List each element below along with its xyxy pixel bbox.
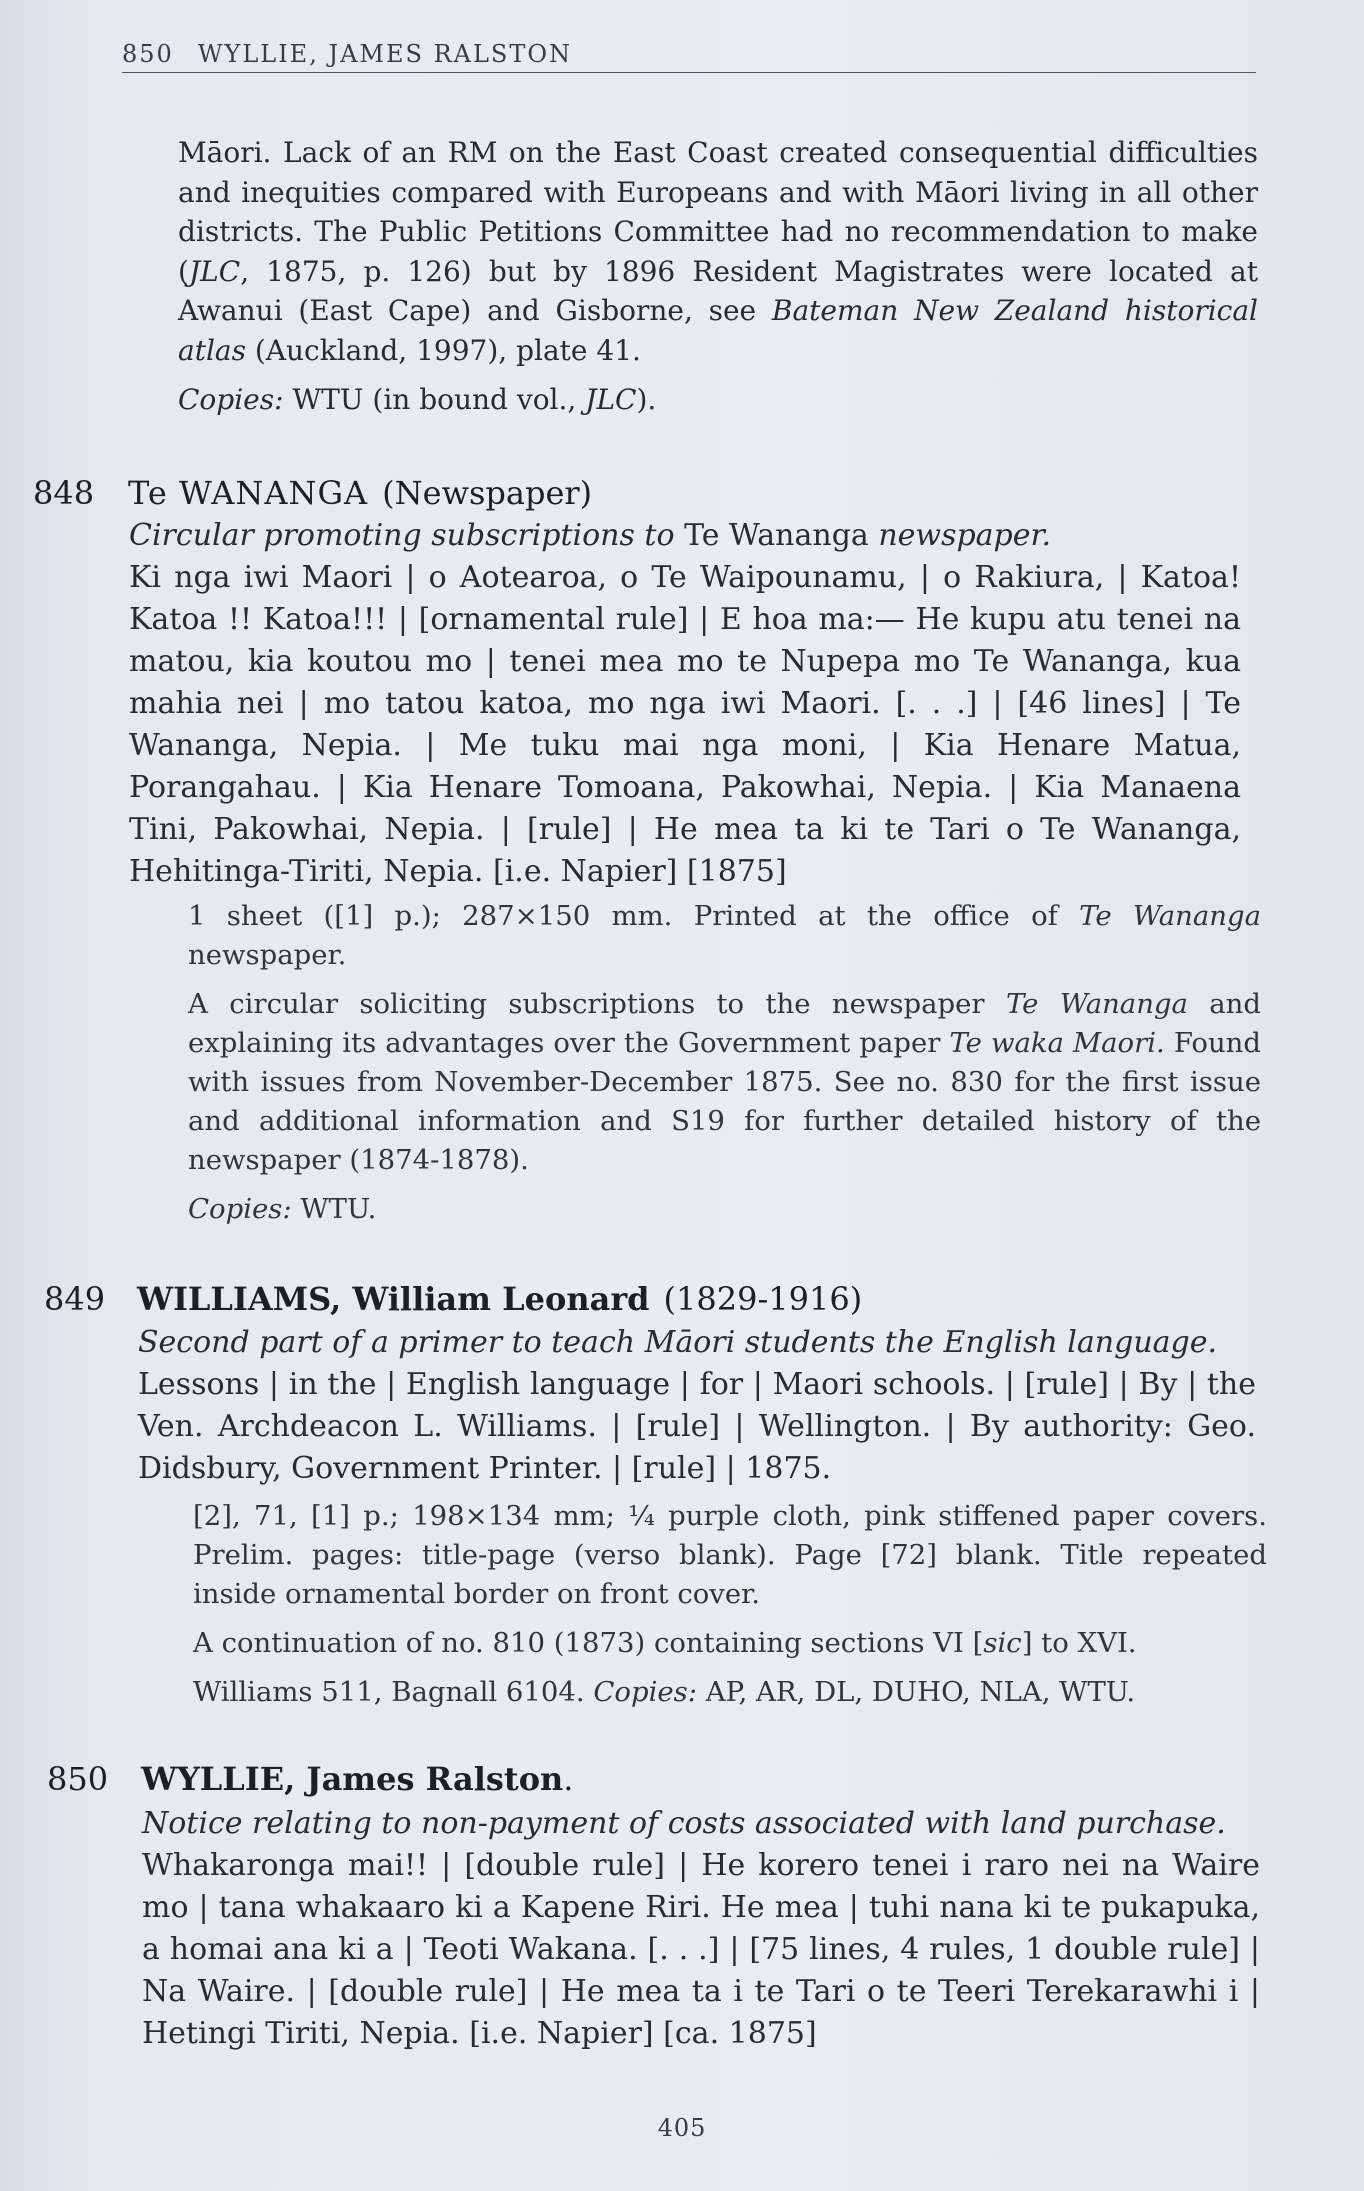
continued-text-part: Māori. Lack of an RM on the East Coast created consequential difficulties and inequities compared with Europeans and with Māori living in all other districts. The Public Petitions Committee had no recommendation to make ( — [178, 136, 1258, 288]
references-copies-line — [193, 1673, 1267, 1712]
note-title: Te waka Maori. — [949, 1027, 1165, 1059]
note-part: 1 sheet ([1] p.); 287×150 mm. Printed at the office of — [188, 900, 1080, 932]
physical-description — [188, 897, 1261, 975]
copies-text: WTU. — [291, 1193, 377, 1225]
entry-name: WYLLIE, James Ralston — [141, 1760, 564, 1798]
continued-text-jlc: JLC — [188, 254, 241, 288]
entry-transcription: Whakaronga mai!! | [double rule] | He korero tenei i raro nei na Waire mo | tana whakaaro ki a Kapene Riri. He mea | tuhi nana ki te pukapuka, a homai ana ki a | Teoti Wakana. [. . .] | [75 lines, 4 rules, 1 double rule] | Na Waire. | [double rule] | He mea ta i te Tari o te Teeri Terekarawhi i | Hetingi Tiriti, Nepia. [i.e. Napier] [ca. 1875] — [142, 1848, 1260, 2051]
desc-part: newspaper. — [868, 518, 1052, 553]
copies-end: ). — [636, 383, 657, 416]
entry-paren: (Newspaper) — [382, 474, 593, 512]
entry-heading — [141, 1760, 573, 1798]
entry-number: 850 — [47, 1760, 109, 1798]
copies-text: AP, AR, DL, DUHO, NLA, WTU. — [697, 1676, 1136, 1708]
entry-body — [129, 515, 1241, 893]
physical-description: [2], 71, [1] p.; 198×134 mm; ¼ purple cloth, pink stiffened paper covers. Prelim. pages: title-page (verso blank). Page [72] blank. Title repeated inside ornamental border on front cover. — [193, 1500, 1267, 1610]
continued-copies-line — [178, 380, 1258, 420]
copies-line — [188, 1190, 1261, 1229]
entry-transcription: Lessons | in the | English language | for | Maori schools. | [rule] | By | the Ven. Archdeacon L. Williams. | [rule] | Wellington. | By authority: Geo. Didsbury, Government Printer. | [rule] | 1875. — [138, 1367, 1256, 1486]
entry-description: Second part of a primer to teach Māori students the English language. — [138, 1325, 1218, 1360]
content-note — [193, 1624, 1267, 1663]
continued-text-atlas-title: Bateman New Zealand historical atlas — [178, 294, 1258, 367]
entry-description: Notice relating to non-payment of costs associated with land purchase. — [142, 1806, 1226, 1841]
entry-number: 849 — [44, 1280, 106, 1318]
desc-part: Circular promoting subscriptions to — [129, 518, 685, 553]
folio-page-number: 405 — [657, 2114, 707, 2142]
entry-body — [138, 1322, 1256, 1490]
running-head — [122, 40, 1256, 73]
entry-body — [142, 1803, 1260, 2055]
copies-label: Copies: — [178, 383, 284, 416]
running-head-page-number: 850 — [122, 40, 174, 68]
note-part: and explaining its advantages over the Government paper — [188, 988, 1261, 1059]
entry-notes — [193, 1497, 1267, 1722]
history-note — [188, 985, 1261, 1180]
entry-notes — [188, 897, 1261, 1239]
entry-number: 848 — [33, 474, 95, 512]
entry-paren: . — [563, 1760, 574, 1798]
note-part: Found with issues from November-December 1875. See no. 830 for the first issue and additional information and S19 for further detailed history of the newspaper (1874-1878). — [188, 1027, 1261, 1176]
entry-description — [129, 515, 1241, 557]
entry-transcription: Ki nga iwi Maori | o Aotearoa, o Te Waipounamu, | o Rakiura, | Katoa! Katoa !! Katoa!!! | [ornamental rule] | E hoa ma:— He kupu atu tenei na matou, kia koutou mo | tenei mea mo te Nupepa mo Te Wananga, kua mahia nei | mo tatou katoa, mo nga iwi Maori. [. . .] | [46 lines] | Te Wananga, Nepia. | Me tuku mai nga moni, | Kia Henare Matua, Porangahau. | Kia Henare Tomoana, Pakowhai, Nepia. | Kia Manaena Tini, Pakowhai, Nepia. | [rule] | He mea ta ki te Tari o Te Wananga, Hehitinga-Tiriti, Nepia. [i.e. Napier] [1875] — [129, 560, 1241, 889]
continued-text-part: , 1875, p. 126) but by 1896 Resident Magistrates were located at Awanui (East Cape) and Gisborne, see — [178, 254, 1258, 327]
note-part: A continuation of no. 810 (1873) containing sections VI [ — [193, 1627, 984, 1659]
entry-name: Te WANANGA — [128, 474, 369, 512]
references: Williams 511, Bagnall 6104. — [193, 1676, 594, 1708]
continued-entry-text — [178, 133, 1258, 420]
desc-title: Te Wananga — [684, 518, 869, 553]
entry-name: WILLIAMS, William Leonard — [137, 1280, 650, 1318]
copies-text: WTU (in bound vol., — [283, 383, 586, 416]
copies-label: Copies: — [593, 1676, 698, 1708]
entry-heading — [128, 474, 592, 512]
note-part: ] to XVI. — [1021, 1627, 1137, 1659]
entry-heading — [137, 1280, 862, 1318]
note-sic: sic — [983, 1627, 1022, 1659]
note-part: A circular soliciting subscriptions to the newspaper — [188, 988, 1006, 1020]
entry-paren: (1829-1916) — [663, 1280, 863, 1318]
copies-jlc: JLC — [585, 383, 637, 416]
note-title: Te Wananga — [1005, 988, 1188, 1020]
note-part: newspaper. — [188, 939, 347, 971]
note-title: Te Wananga — [1079, 900, 1262, 932]
copies-label: Copies: — [188, 1193, 292, 1225]
continued-text-part: (Auckland, 1997), plate 41. — [245, 333, 641, 367]
running-head-title: WYLLIE, JAMES RALSTON — [197, 40, 573, 68]
